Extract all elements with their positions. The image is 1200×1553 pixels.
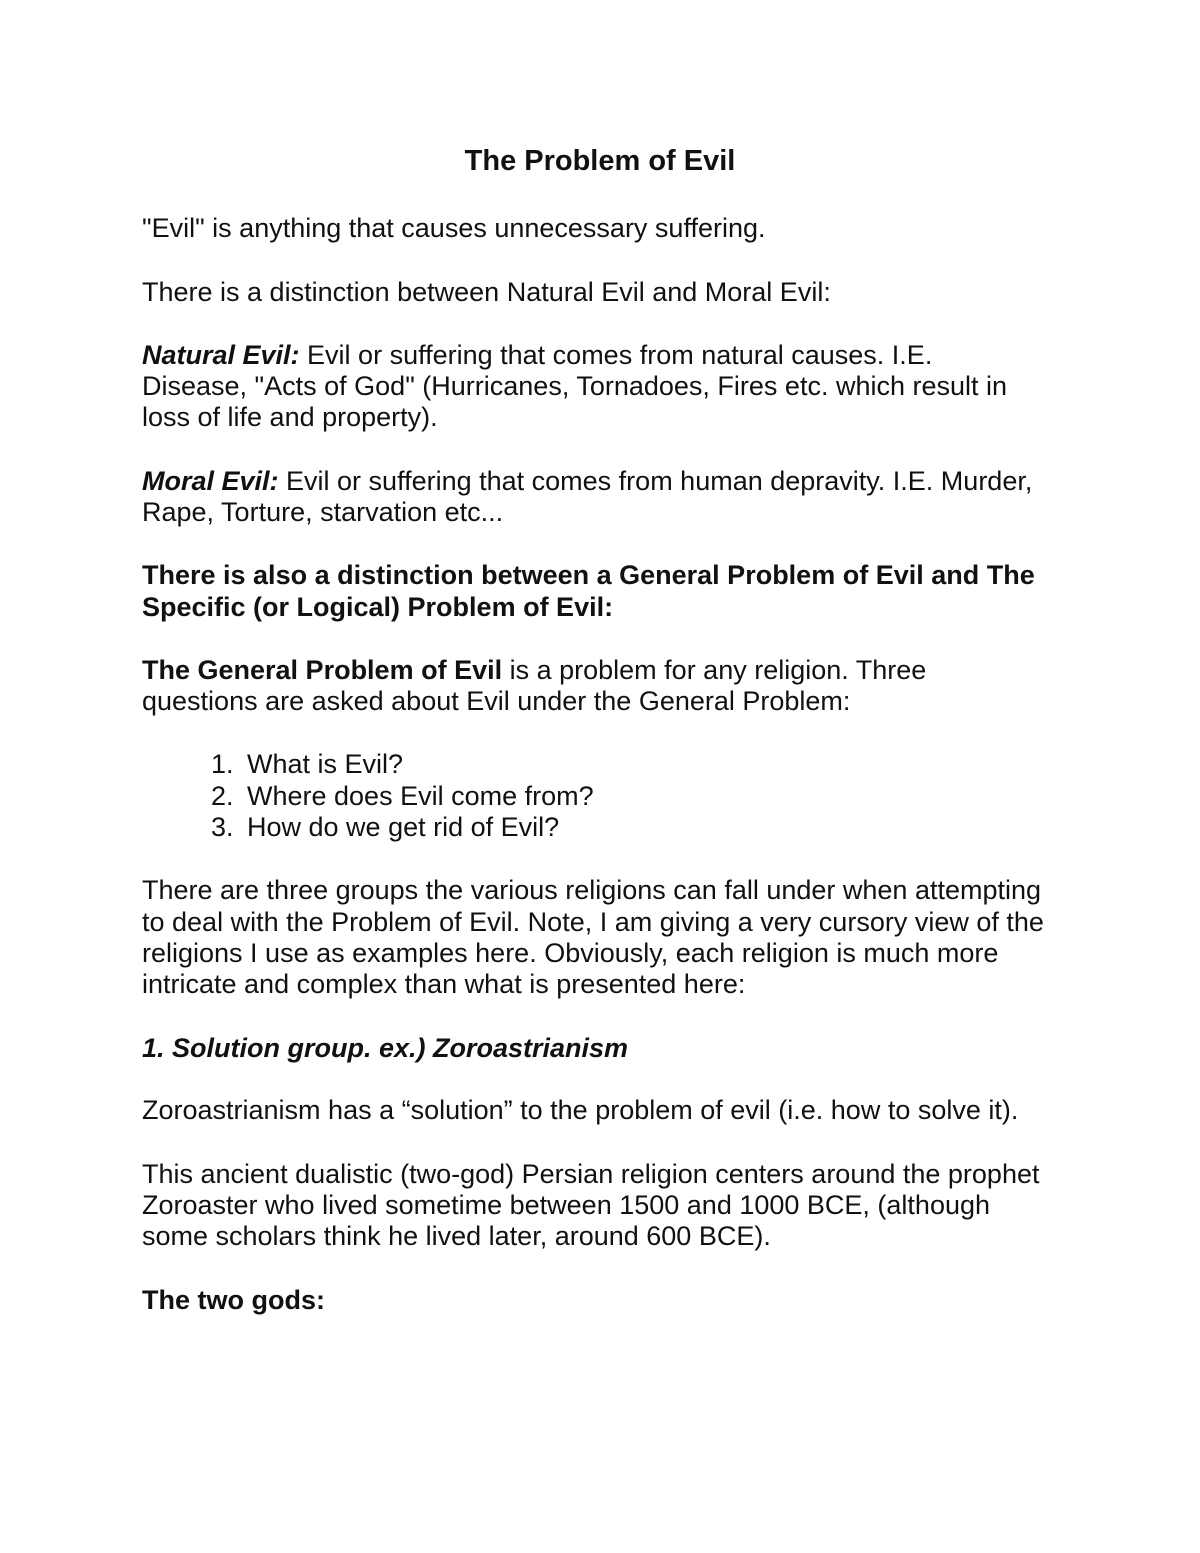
general-problem-line-2: questions are asked about Evil under the General Problem: <box>142 686 851 716</box>
groups-line-4: intricate and complex than what is presented here: <box>142 969 746 999</box>
list-number: 2. <box>211 781 234 811</box>
groups-line-3: religions I use as examples here. Obviously, each religion is much more <box>142 938 999 968</box>
list-text: What is Evil? <box>247 749 404 779</box>
list-text: Where does Evil come from? <box>247 781 594 811</box>
document-title: The Problem of Evil <box>464 145 736 177</box>
list-item <box>211 780 594 812</box>
general-problem-line-1 <box>142 654 926 686</box>
list-text: How do we get rid of Evil? <box>247 812 560 842</box>
moral-evil-line-2: Rape, Torture, starvation etc... <box>142 497 504 527</box>
distinction-intro: There is a distinction between Natural Evil and Moral Evil: <box>142 277 831 307</box>
natural-evil-line-3: loss of life and property). <box>142 402 438 432</box>
list-number: 3. <box>211 812 234 842</box>
zoroastrianism-desc-line-2: Zoroaster who lived sometime between 1500 and 1000 BCE, (although <box>142 1190 991 1220</box>
natural-evil-term: Natural Evil: <box>142 340 300 370</box>
problem-distinction-line-1: There is also a distinction between a General Problem of Evil and The <box>142 560 1035 590</box>
list-number: 1. <box>211 749 234 779</box>
natural-evil-line-1 <box>142 339 932 371</box>
zoroastrianism-desc-line-1: This ancient dualistic (two-god) Persian religion centers around the prophet <box>142 1159 1040 1189</box>
moral-evil-term: Moral Evil: <box>142 466 279 496</box>
list-item <box>211 748 403 780</box>
list-item <box>211 811 559 843</box>
general-problem-term: The General Problem of Evil <box>142 655 503 685</box>
groups-line-2: to deal with the Problem of Evil. Note, I am giving a very cursory view of the <box>142 907 1044 937</box>
moral-evil-line-1 <box>142 465 1032 497</box>
evil-definition: "Evil" is anything that causes unnecessary suffering. <box>142 213 766 243</box>
groups-line-1: There are three groups the various religions can fall under when attempting <box>142 875 1042 905</box>
problem-distinction-line-2: Specific (or Logical) Problem of Evil: <box>142 592 614 622</box>
two-gods-heading: The two gods: <box>142 1285 325 1315</box>
zoroastrianism-solution: Zoroastrianism has a “solution” to the problem of evil (i.e. how to solve it). <box>142 1095 1019 1125</box>
zoroastrianism-desc-line-3: some scholars think he lived later, around 600 BCE). <box>142 1221 771 1251</box>
natural-evil-definition: Evil or suffering that comes from natural causes. I.E. <box>299 340 933 370</box>
general-problem-description: is a problem for any religion. Three <box>502 655 927 685</box>
natural-evil-line-2: Disease, "Acts of God" (Hurricanes, Tornadoes, Fires etc. which result in <box>142 371 1008 401</box>
section-1-heading: 1. Solution group. ex.) Zoroastrianism <box>142 1033 629 1063</box>
moral-evil-definition: Evil or suffering that comes from human depravity. I.E. Murder, <box>278 466 1033 496</box>
